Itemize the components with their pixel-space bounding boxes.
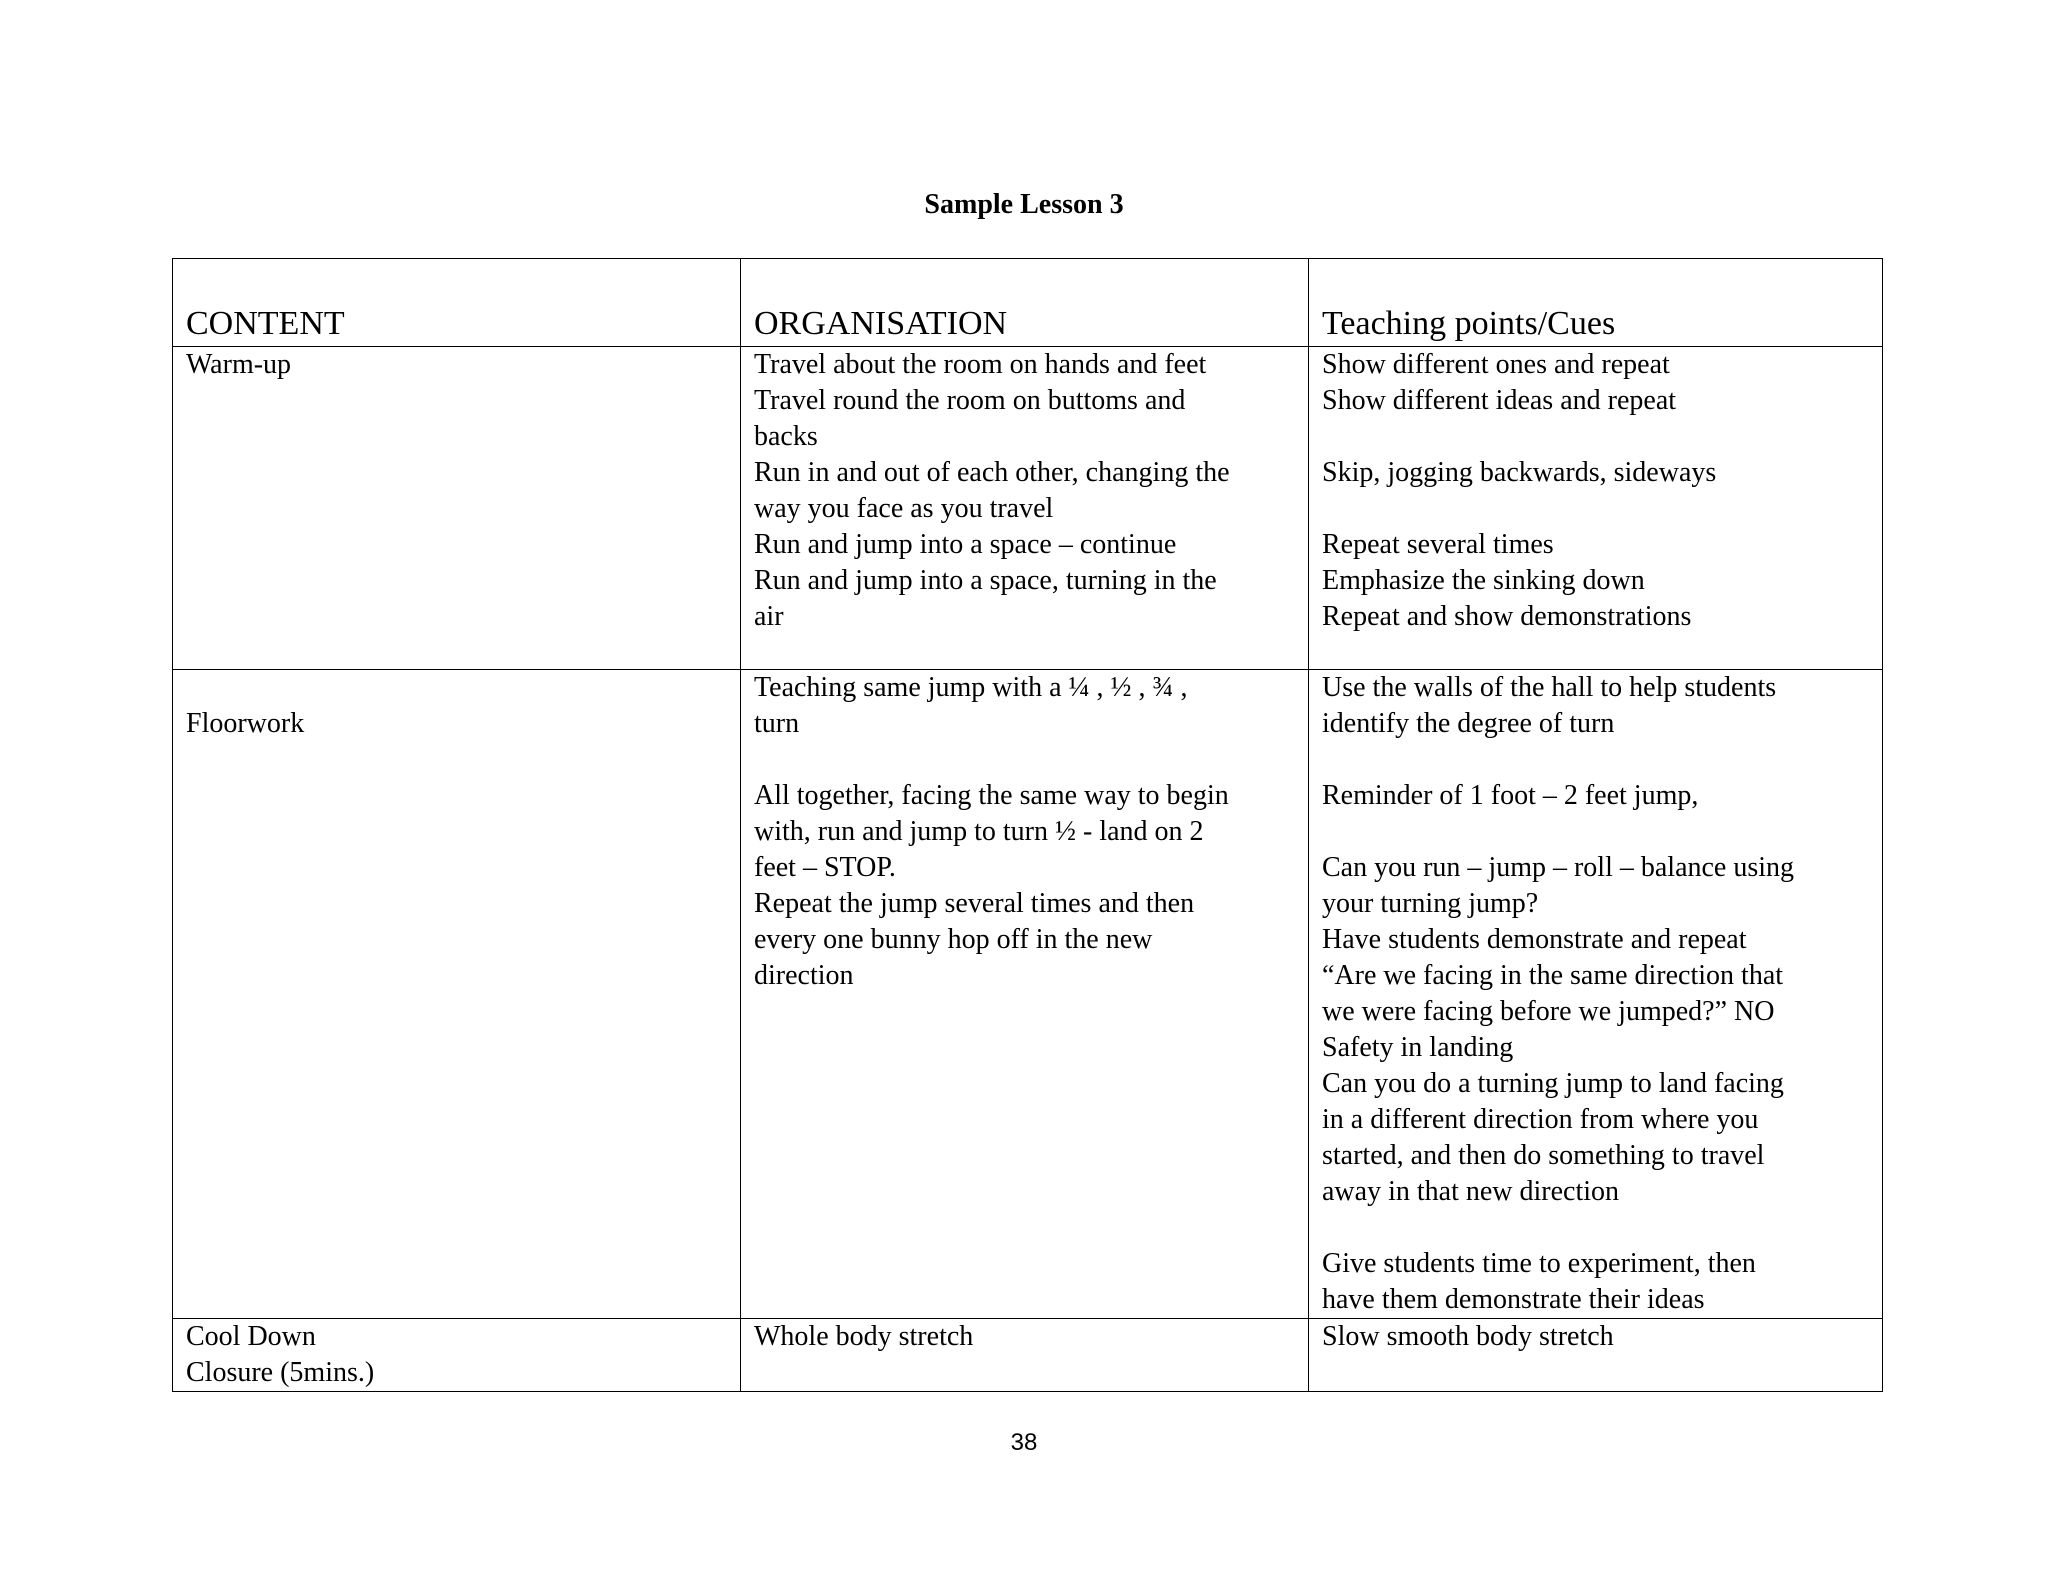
organisation-line: every one bunny hop off in the new <box>754 924 1153 955</box>
teaching-line: away in that new direction <box>1322 1176 1620 1207</box>
organisation-line: Run in and out of each other, changing the <box>754 457 1230 488</box>
spacer <box>1322 491 1882 527</box>
page-number: 38 <box>1010 1429 1038 1456</box>
organisation-line: All together, facing the same way to begin <box>754 780 1229 811</box>
spacer <box>1322 419 1882 455</box>
organisation-line: Travel round the room on buttoms and <box>754 385 1186 416</box>
teaching-line: Have students demonstrate and repeat <box>1322 924 1747 955</box>
teaching-line: your turning jump? <box>1322 888 1539 919</box>
content-label: Floorwork <box>186 708 305 739</box>
spacer <box>1322 742 1882 778</box>
teaching-cell <box>1309 670 1883 1319</box>
table-row-warmup <box>173 347 1883 670</box>
teaching-line: Use the walls of the hall to help students <box>1322 672 1777 703</box>
teaching-line: in a different direction from where you <box>1322 1104 1759 1135</box>
organisation-line: Repeat the jump several times and then <box>754 888 1195 919</box>
organisation-cell <box>741 1319 1309 1392</box>
header-content: CONTENT <box>173 259 741 347</box>
teaching-line: Skip, jogging backwards, sideways <box>1322 457 1717 488</box>
teaching-cell <box>1309 1319 1883 1392</box>
content-label: Cool Down <box>186 1321 316 1352</box>
organisation-line: turn <box>754 708 800 739</box>
content-cell <box>173 1319 741 1392</box>
organisation-line: direction <box>754 960 854 991</box>
header-teaching-points: Teaching points/Cues <box>1309 259 1883 347</box>
content-cell <box>173 347 741 670</box>
teaching-line: Show different ideas and repeat <box>1322 385 1677 416</box>
header-row <box>173 259 1883 347</box>
page-title: Sample Lesson 3 <box>924 189 1124 220</box>
teaching-line: we were facing before we jumped?” NO <box>1322 996 1775 1027</box>
table-row-floorwork <box>173 670 1883 1319</box>
teaching-line: Can you run – jump – roll – balance using <box>1322 852 1795 883</box>
teaching-line: Can you do a turning jump to land facing <box>1322 1068 1784 1099</box>
organisation-cell <box>741 347 1309 670</box>
organisation-cell <box>741 670 1309 1319</box>
spacer <box>1322 1210 1882 1246</box>
organisation-line: Run and jump into a space – continue <box>754 529 1177 560</box>
organisation-line: with, run and jump to turn ½ - land on 2 <box>754 816 1204 847</box>
content-label: Closure (5mins.) <box>186 1357 375 1388</box>
table-row-cooldown <box>173 1319 1883 1392</box>
organisation-line: backs <box>754 421 818 452</box>
teaching-line: started, and then do something to travel <box>1322 1140 1765 1171</box>
teaching-line: Reminder of 1 foot – 2 feet jump, <box>1322 780 1699 811</box>
header-organisation: ORGANISATION <box>741 259 1309 347</box>
teaching-line: Show different ones and repeat <box>1322 349 1670 380</box>
organisation-line: way you face as you travel <box>754 493 1054 524</box>
organisation-line: Whole body stretch <box>754 1321 974 1352</box>
teaching-line: have them demonstrate their ideas <box>1322 1284 1705 1315</box>
teaching-line: Slow smooth body stretch <box>1322 1321 1614 1352</box>
content-cell <box>173 670 741 1319</box>
teaching-cell <box>1309 347 1883 670</box>
teaching-line: Give students time to experiment, then <box>1322 1248 1756 1279</box>
organisation-line: air <box>754 601 784 632</box>
teaching-line: identify the degree of turn <box>1322 708 1615 739</box>
organisation-line: Run and jump into a space, turning in the <box>754 565 1217 596</box>
organisation-line: feet – STOP. <box>754 852 896 883</box>
teaching-line: Repeat and show demonstrations <box>1322 601 1692 632</box>
teaching-line: Emphasize the sinking down <box>1322 565 1645 596</box>
spacer <box>1322 814 1882 850</box>
organisation-line: Teaching same jump with a ¼ , ½ , ¾ , <box>754 672 1188 703</box>
teaching-line: “Are we facing in the same direction that <box>1322 960 1784 991</box>
spacer <box>754 742 1308 778</box>
teaching-line: Safety in landing <box>1322 1032 1514 1063</box>
teaching-line: Repeat several times <box>1322 529 1554 560</box>
lesson-table <box>172 258 1883 1392</box>
content-label: Warm-up <box>186 349 292 380</box>
organisation-line: Travel about the room on hands and feet <box>754 349 1207 380</box>
